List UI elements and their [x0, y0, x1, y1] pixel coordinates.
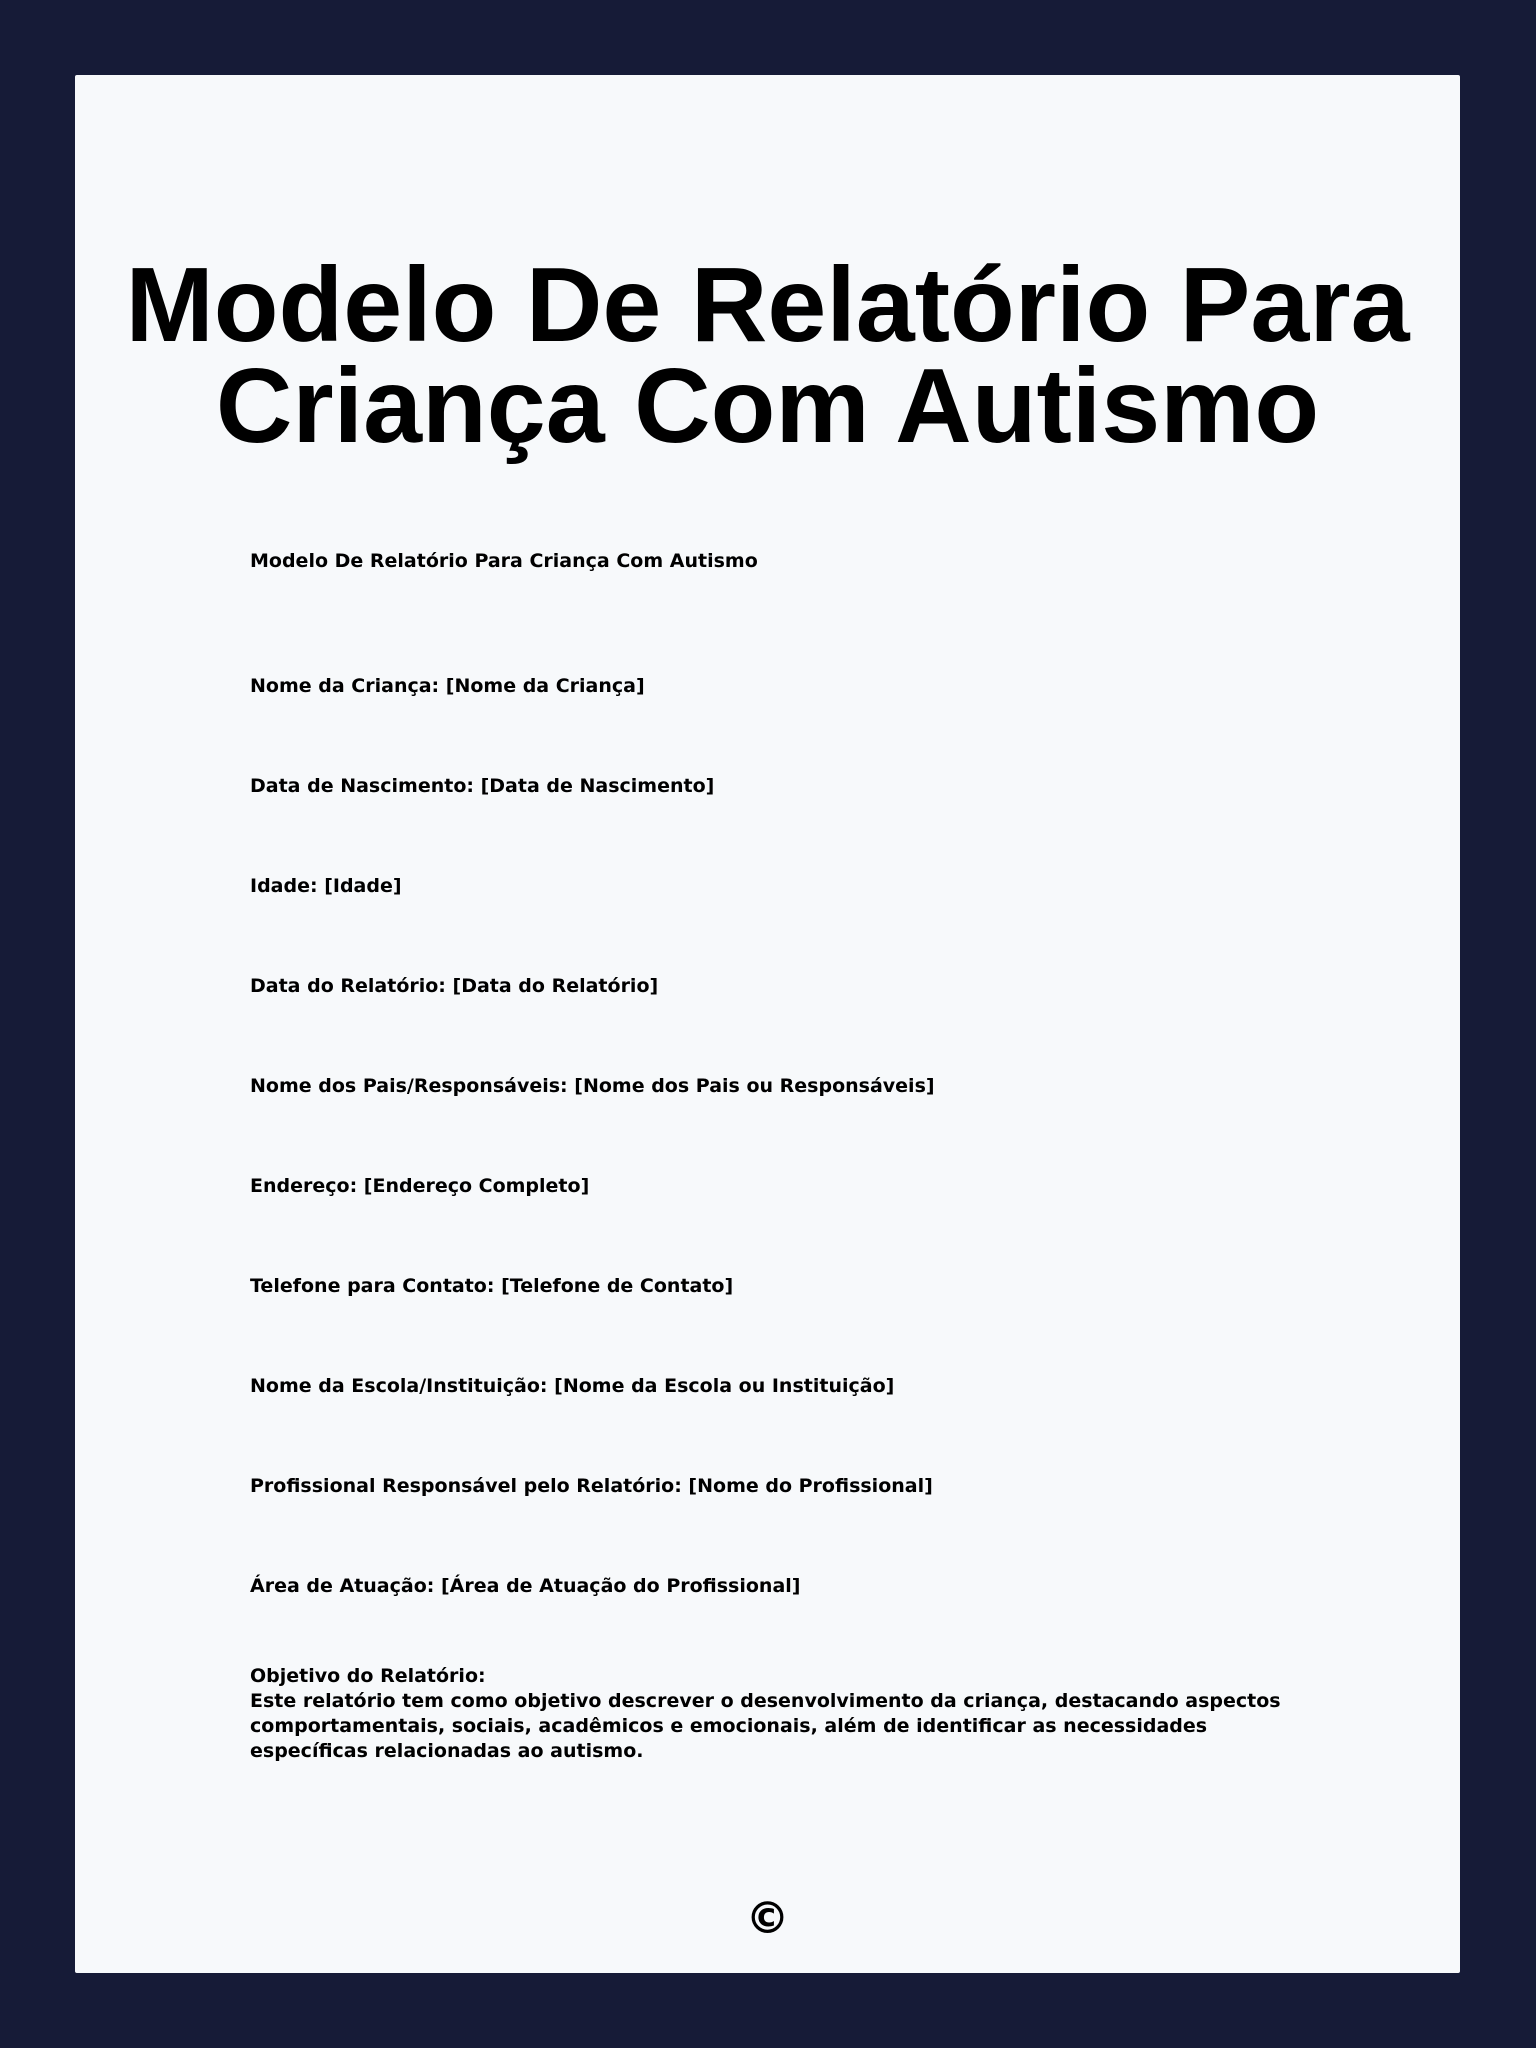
field-birth-date: Data de Nascimento: [Data de Nascimento]	[250, 775, 715, 797]
field-age: Idade: [Idade]	[250, 875, 402, 897]
field-professional: Profissional Responsável pelo Relatório: [Nome do Profissional]	[250, 1475, 933, 1497]
field-phone: Telefone para Contato: [Telefone de Contato]	[250, 1275, 734, 1297]
field-area: Área de Atuação: [Área de Atuação do Profissional]	[250, 1575, 801, 1597]
field-child-name: Nome da Criança: [Nome da Criança]	[250, 675, 645, 697]
document-body	[250, 549, 1310, 1764]
objective-text: Este relatório tem como objetivo descrever o desenvolvimento da criança, destacando aspectos comportamentais, sociais, acadêmicos e emocionais, além de identificar as necessidades específicas relacionadas ao autismo.	[250, 1690, 1281, 1762]
objective-label: Objetivo do Relatório:	[250, 1665, 486, 1687]
field-report-date: Data do Relatório: [Data do Relatório]	[250, 975, 659, 997]
document-page	[75, 75, 1460, 1973]
copyright-icon: ©	[745, 1893, 790, 1944]
field-address: Endereço: [Endereço Completo]	[250, 1175, 590, 1197]
objective-section	[250, 1664, 1310, 1764]
field-school: Nome da Escola/Instituição: [Nome da Escola ou Instituição]	[250, 1375, 895, 1397]
field-list	[250, 674, 1310, 1599]
field-parents-name: Nome dos Pais/Responsáveis: [Nome dos Pais ou Responsáveis]	[250, 1075, 935, 1097]
document-heading: Modelo De Relatório Para Criança Com Autismo	[250, 550, 758, 572]
page-title: Modelo De Relatório Para Criança Com Autismo	[125, 246, 1410, 465]
